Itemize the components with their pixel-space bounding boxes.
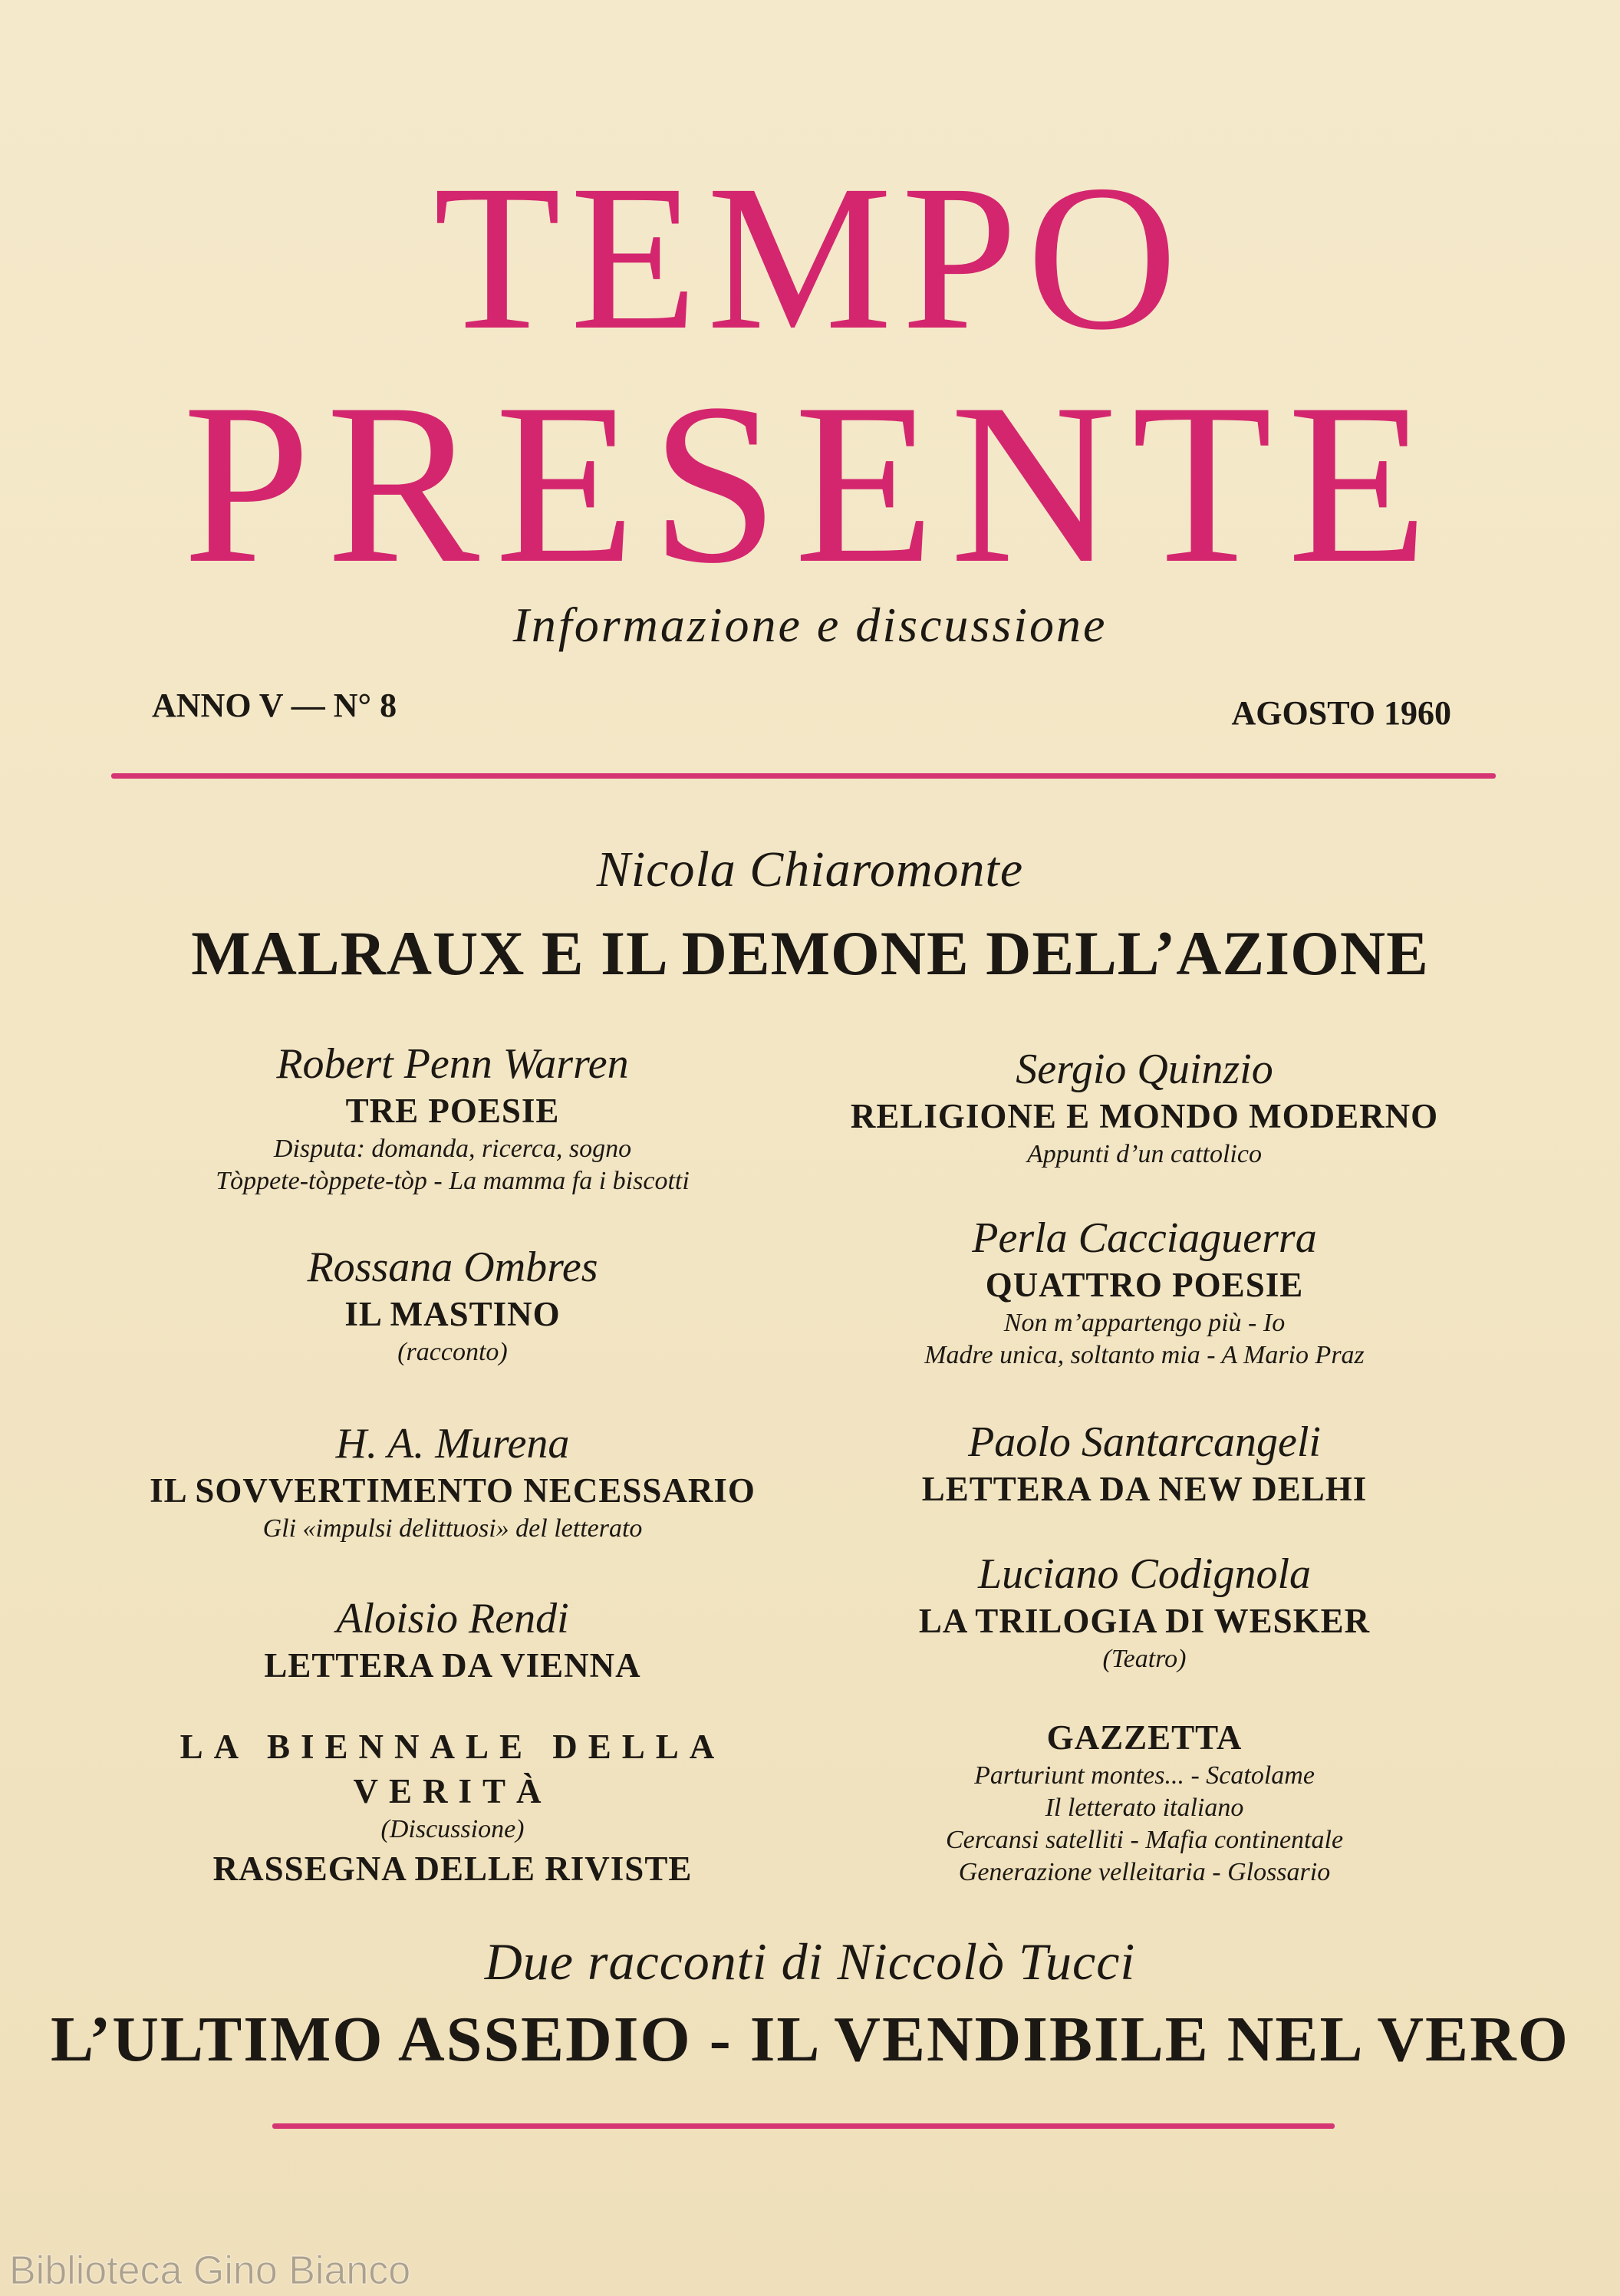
toc-entry[interactable] bbox=[799, 1045, 1490, 1171]
masthead-subtitle: Informazione e discussione bbox=[512, 598, 1108, 652]
entry-author: Paolo Santarcangeli bbox=[968, 1418, 1321, 1466]
entry-subtitle: Non m’appartengo più - Io bbox=[1003, 1309, 1286, 1337]
feature-title: L’ULTIMO ASSEDIO - IL VENDIBILE NEL VERO bbox=[50, 2004, 1570, 2075]
top-divider bbox=[111, 773, 1496, 779]
issue-number: ANNO V — N° 8 bbox=[152, 687, 397, 724]
entry-subtitle: Cercansi satelliti - Mafia continentale bbox=[945, 1826, 1344, 1854]
entry-title: LETTERA DA VIENNA bbox=[264, 1646, 641, 1685]
entry-author: Sergio Quinzio bbox=[1016, 1046, 1273, 1093]
entry-author: Perla Cacciaguerra bbox=[972, 1214, 1317, 1262]
entry-title: IL MASTINO bbox=[344, 1295, 561, 1333]
entry-subtitle: (Teatro) bbox=[1102, 1645, 1187, 1673]
toc-entry[interactable] bbox=[107, 1724, 798, 1846]
toc-entry[interactable] bbox=[799, 1715, 1490, 1889]
entry-title: QUATTRO POESIE bbox=[985, 1266, 1304, 1304]
toc-entry[interactable] bbox=[107, 1039, 798, 1197]
entry-author: Luciano Codignola bbox=[977, 1550, 1312, 1598]
entry-title: LA BIENNALE DELLA VERITÀ bbox=[179, 1728, 726, 1810]
toc-entry[interactable] bbox=[107, 1594, 798, 1688]
lead-author: Nicola Chiaromonte bbox=[596, 842, 1024, 898]
toc-entry[interactable] bbox=[107, 1419, 798, 1545]
lead-title: MALRAUX E IL DEMONE DELL’AZIONE bbox=[191, 918, 1429, 988]
entry-author: Aloisio Rendi bbox=[336, 1595, 569, 1642]
entry-subtitle: Il letterato italiano bbox=[1045, 1794, 1244, 1822]
masthead-title-line1: TEMPO bbox=[433, 142, 1187, 373]
entry-title: IL SOVVERTIMENTO NECESSARIO bbox=[150, 1471, 756, 1510]
entry-title: RELIGIONE E MONDO MODERNO bbox=[850, 1097, 1439, 1135]
entry-subtitle: Disputa: domanda, ricerca, sogno bbox=[273, 1135, 632, 1163]
entry-author: Rossana Ombres bbox=[307, 1244, 598, 1291]
entry-subtitle: Madre unica, soltanto mia - A Mario Praz bbox=[924, 1341, 1365, 1369]
toc-entry[interactable] bbox=[799, 1550, 1490, 1675]
entry-title: GAZZETTA bbox=[1046, 1718, 1243, 1757]
entry-subtitle: (Discussione) bbox=[380, 1815, 525, 1843]
toc-entry[interactable] bbox=[799, 1418, 1490, 1511]
entry-title: RASSEGNA DELLE RIVISTE bbox=[212, 1850, 693, 1888]
entry-subtitle: (racconto) bbox=[397, 1338, 508, 1366]
feature-author: Due racconti di Niccolò Tucci bbox=[484, 1932, 1136, 1991]
entry-subtitle: Gli «impulsi delittuosi» del letterato bbox=[262, 1514, 643, 1543]
issue-date: AGOSTO 1960 bbox=[1231, 694, 1451, 732]
entry-author: Robert Penn Warren bbox=[276, 1040, 629, 1088]
toc-entry[interactable] bbox=[799, 1214, 1490, 1372]
entry-title: TRE POESIE bbox=[345, 1092, 560, 1130]
entry-title: LETTERA DA NEW DELHI bbox=[921, 1470, 1368, 1508]
toc-entry[interactable] bbox=[107, 1243, 798, 1369]
library-watermark: Biblioteca Gino Bianco bbox=[9, 2248, 411, 2293]
bottom-divider bbox=[272, 2123, 1335, 2129]
entry-subtitle: Tòppete-tòppete-tòp - La mamma fa i biscotti bbox=[216, 1167, 690, 1195]
entry-author: H. A. Murena bbox=[335, 1420, 570, 1468]
entry-subtitle: Parturiunt montes... - Scatolame bbox=[974, 1761, 1315, 1790]
entry-title: LA TRILOGIA DI WESKER bbox=[918, 1602, 1371, 1640]
toc-entry[interactable] bbox=[107, 1846, 798, 1891]
entry-subtitle: Appunti d’un cattolico bbox=[1027, 1140, 1262, 1168]
entry-subtitle: Generazione velleitaria - Glossario bbox=[958, 1858, 1331, 1886]
masthead-title-line2: PRESENTE bbox=[183, 356, 1444, 611]
